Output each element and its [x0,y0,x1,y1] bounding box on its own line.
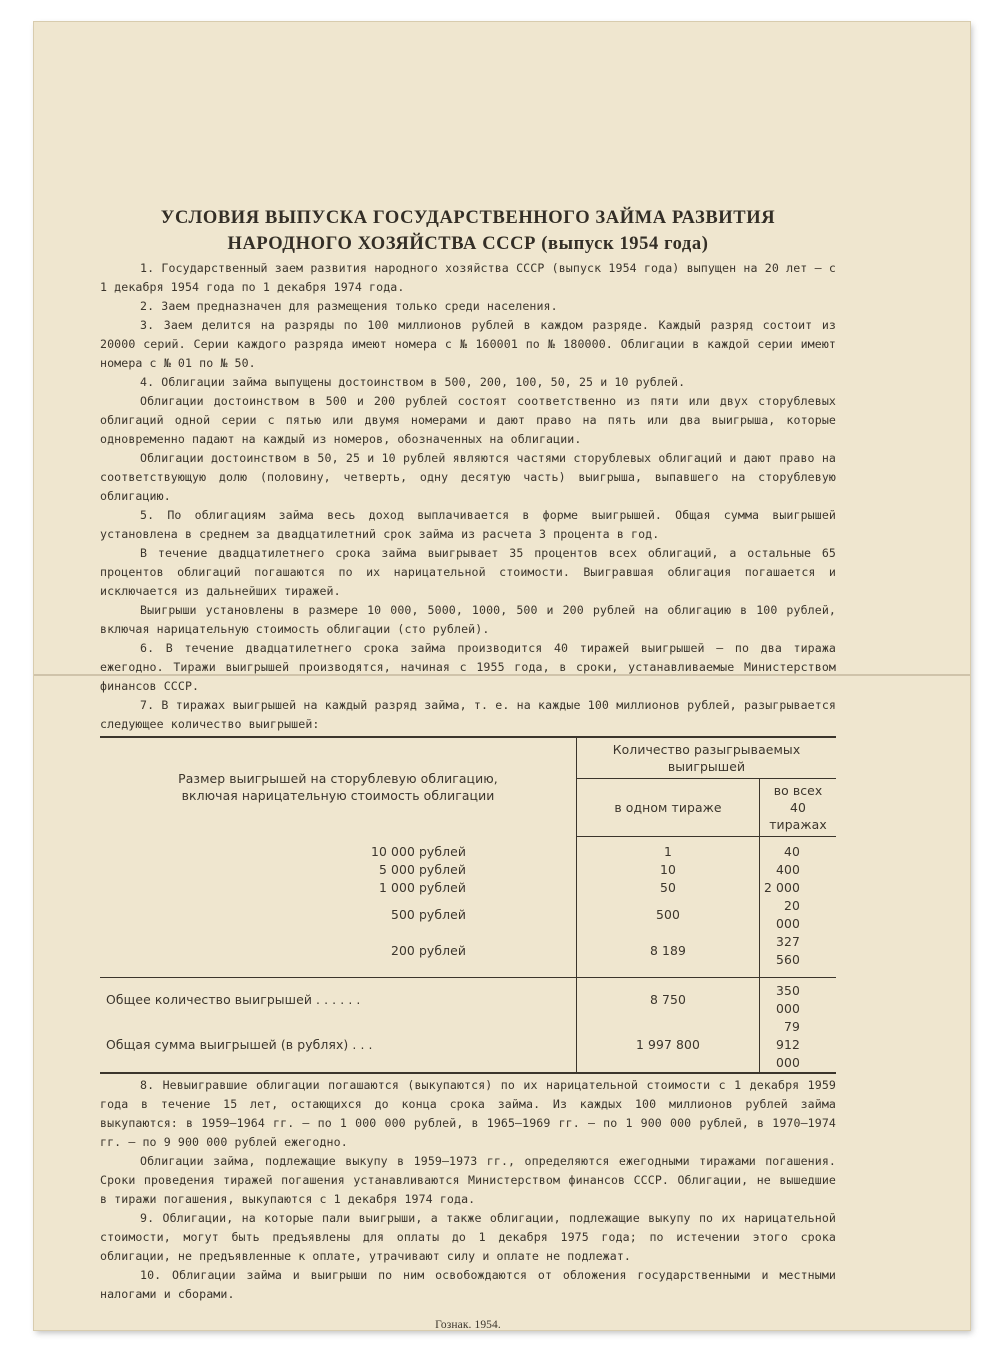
one-draw-cell: 10 [577,861,760,879]
all-draws-cell: 350 000 [760,978,837,1019]
all-draws-cell: 20 000 [760,897,837,933]
winnings-table [100,736,836,1074]
prize-size-cell: 200 рублей [100,933,577,978]
all-draws-header: во всех 40 тиражах [760,779,837,837]
prize-size-cell: 1 000 рублей [378,880,466,895]
one-draw-cell: 1 [577,837,760,862]
size-header-line-2: включая нарицательную стоимость облигации [181,788,495,804]
all-draws-cell: 400 [760,861,837,879]
prize-size-cell: 10 000 рублей [370,843,466,859]
all-draws-cell: 79 912 000 [760,1018,837,1073]
winnings-size-header [100,737,577,837]
one-draw-cell: 8 750 [577,978,760,1019]
table-row [100,897,836,933]
paragraph: 5. По облигациям займа весь доход выплачивается в форме выигрышей. Общая сумма выигрышей установлена в среднем за двадцатилетний срок займа из расчета 3 процента в год. [100,508,836,541]
title-line-2: НАРОДНОГО ХОЗЯЙСТВА СССР (выпуск 1954 года) [227,234,709,254]
table-row [100,933,836,978]
paragraph: 7. В тиражах выигрышей на каждый разряд займа, т. е. на каждые 100 миллионов рублей, разыгрывается следующее количество выигрышей: [100,698,836,731]
total-label-cell: Общее количество выигрышей . . . . . . [106,992,361,1007]
paragraph: 4. Облигации займа выпущены достоинством в 500, 200, 100, 50, 25 и 10 рублей. [140,375,686,389]
table-row [100,861,836,879]
paragraph: 8. Невыигравшие облигации погашаются (выкупаются) по их нарицательной стоимости с 1 декабря 1959 года в течение 15 лет, остающихся до конца срока займа. Из каждых 100 миллионов рублей займа выкупаются: в 1959—1964 гг. — по 1 000 000 рублей, в 1965—1969 гг. — по 1 900 000 рублей, в 1970—1974 гг. — по 9 900 000 рублей ежегодно. [100,1078,836,1149]
total-sum-row [100,1018,836,1073]
all-draws-cell: 40 [760,837,837,862]
paragraph: 2. Заем предназначен для размещения только среди населения. [140,299,558,313]
all-draws-cell: 327 560 [760,933,837,978]
paragraph: 10. Облигации займа и выигрыши по ним освобождаются от обложения государственными и местными налогами и сборами. [100,1268,836,1301]
one-draw-cell: 8 189 [577,933,760,978]
one-draw-cell: 50 [577,879,760,897]
paragraph: 1. Государственный заем развития народного хозяйства СССР (выпуск 1954 года) выпущен на 20 лет — с 1 декабря 1954 года по 1 декабря 1974 года. [100,261,836,294]
paragraph: Облигации займа, подлежащие выкупу в 1959—1973 гг., определяются ежегодными тиражами погашения. Сроки проведения тиражей погашения устанавливаются Министерством финансов СССР. Облигации, не вышедшие в тиражи погашения, выкупаются с 1 декабря 1974 года. [100,1154,836,1206]
one-draw-header: в одном тираже [577,779,760,837]
size-header-line-1: Размер выигрышей на сторублевую облигацию, [178,771,498,787]
prize-size-cell: 500 рублей [390,907,466,922]
paragraph: Облигации достоинством в 50, 25 и 10 рублей являются частями сторублевых облигаций и дают право на соответствующую долю (половину, четверть, одну десятую часть) выигрыша, выпавшего на сторублевую облигацию. [100,451,836,503]
table-row [100,879,836,897]
prize-size-cell: 5 000 рублей [378,862,466,877]
total-count-row [100,978,836,1019]
document-title [100,205,836,257]
one-draw-cell: 500 [577,897,760,933]
paragraph: В течение двадцатилетнего срока займа выигрывает 35 процентов всех облигаций, а остальные 65 процентов облигаций погашаются по их нарицательной стоимости. Выигравшая облигация погашается и исключается из дальнейших тиражей. [100,546,836,598]
winnings-count-group-header: Количество разыгрываемых выигрышей [577,737,837,779]
paragraphs-after-table [100,1076,836,1304]
printer-imprint: Гознак. 1954. [435,1319,501,1331]
paragraph: 3. Заем делится на разряды по 100 миллионов рублей в каждом разряде. Каждый разряд состоит из 20000 серий. Серии каждого разряда имеют номера с № 160001 по № 180000. Облигации в каждой серии имеют номера с № 01 по № 50. [100,318,836,370]
paragraph: Выигрыши установлены в размере 10 000, 5000, 1000, 500 и 200 рублей на облигацию в 100 рублей, включая нарицательную стоимость облигации (сто рублей). [100,603,836,636]
all-draws-cell: 2 000 [760,879,837,897]
paragraph: 6. В течение двадцатилетнего срока займа производится 40 тиражей выигрышей — по два тиража ежегодно. Тиражи выигрышей производятся, начиная с 1955 года, в сроки, устанавливаемые Министерством финансов СССР. [100,641,836,693]
one-draw-cell: 1 997 800 [577,1018,760,1073]
paragraph: 9. Облигации, на которые пали выигрыши, а также облигации, подлежащие выкупу по их нарицательной стоимости, могут быть предъявлены для оплаты до 1 декабря 1975 года; по истечении этого срока облигации, не предъявленные к оплате, утрачивают силу и оплате не подлежат. [100,1211,836,1263]
title-line-1: УСЛОВИЯ ВЫПУСКА ГОСУДАРСТВЕННОГО ЗАЙМА РАЗВИТИЯ [160,208,776,228]
total-label-cell: Общая сумма выигрышей (в рублях) . . . [100,1018,577,1073]
table-row [100,837,836,862]
paragraphs-before-table [100,259,836,734]
bond-conditions-document [100,205,836,1335]
paragraph: Облигации достоинством в 500 и 200 рублей состоят соответственно из пяти или двух сторублевых облигаций одной серии с пятью или двумя номерами и дают право на пять или два выигрыша, которые одновременно падают на каждый из номеров, обозначенных на облигации. [100,394,836,446]
